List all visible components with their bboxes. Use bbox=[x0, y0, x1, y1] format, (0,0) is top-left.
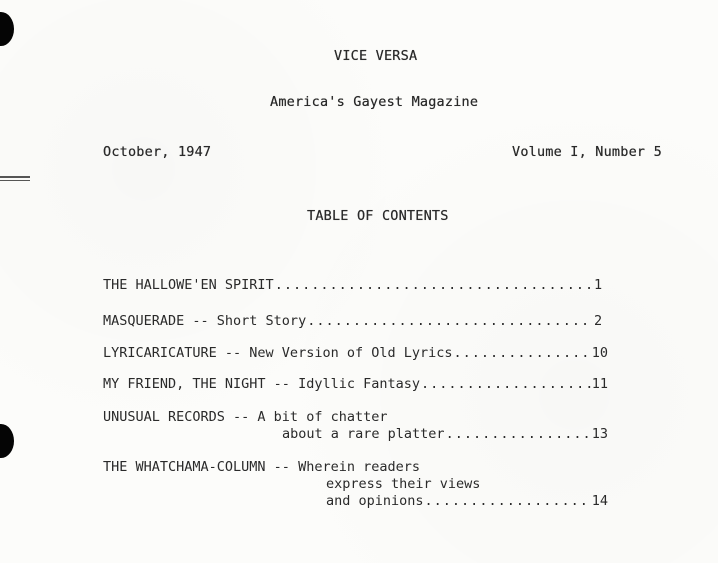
toc-entry-page: 2 bbox=[594, 313, 603, 329]
toc-entry-title: THE HALLOWE'EN SPIRIT bbox=[103, 277, 274, 293]
magazine-subtitle: America's Gayest Magazine bbox=[270, 94, 479, 110]
toc-entry bbox=[103, 376, 608, 393]
edge-mark bbox=[0, 176, 30, 182]
toc-heading: TABLE OF CONTENTS bbox=[307, 208, 449, 224]
dot-leader bbox=[307, 313, 593, 330]
toc-entry-title: UNUSUAL RECORDS -- A bit of chatter bbox=[103, 409, 388, 425]
issue-date: October, 1947 bbox=[103, 144, 212, 160]
toc-entry bbox=[103, 313, 608, 330]
magazine-title: VICE VERSA bbox=[334, 48, 418, 64]
toc-entry-page: 13 bbox=[591, 426, 608, 442]
binder-hole-bottom bbox=[0, 424, 14, 458]
toc-entry-title: LYRICARICATURE -- New Version of Old Lyrics bbox=[103, 345, 453, 361]
toc-entry-title: MASQUERADE -- Short Story bbox=[103, 313, 307, 329]
dot-leader bbox=[421, 376, 591, 393]
toc-entry-title: THE WHATCHAMA-COLUMN -- Wherein readers bbox=[103, 459, 420, 475]
toc-entry-title: MY FRIEND, THE NIGHT -- Idyllic Fantasy bbox=[103, 376, 420, 392]
dot-leader bbox=[275, 277, 593, 294]
toc-entry bbox=[103, 277, 608, 294]
toc-entry bbox=[103, 409, 608, 443]
toc-entry-title-cont: about a rare platter bbox=[282, 426, 445, 442]
toc-entry-page: 1 bbox=[594, 277, 603, 293]
dot-leader bbox=[454, 345, 591, 362]
toc-entry-page: 11 bbox=[591, 376, 608, 392]
toc-entry-title-cont: express their views bbox=[326, 476, 481, 492]
toc-entry-page: 10 bbox=[591, 345, 608, 361]
toc-entry bbox=[103, 459, 608, 510]
issue-volume: Volume I, Number 5 bbox=[512, 144, 662, 160]
toc-entry bbox=[103, 345, 608, 362]
binder-hole-top bbox=[0, 12, 14, 46]
dot-leader bbox=[425, 493, 591, 510]
toc-entry-page: 14 bbox=[591, 493, 608, 509]
toc-entry-title-cont: and opinions bbox=[326, 493, 424, 509]
dot-leader bbox=[446, 426, 591, 443]
